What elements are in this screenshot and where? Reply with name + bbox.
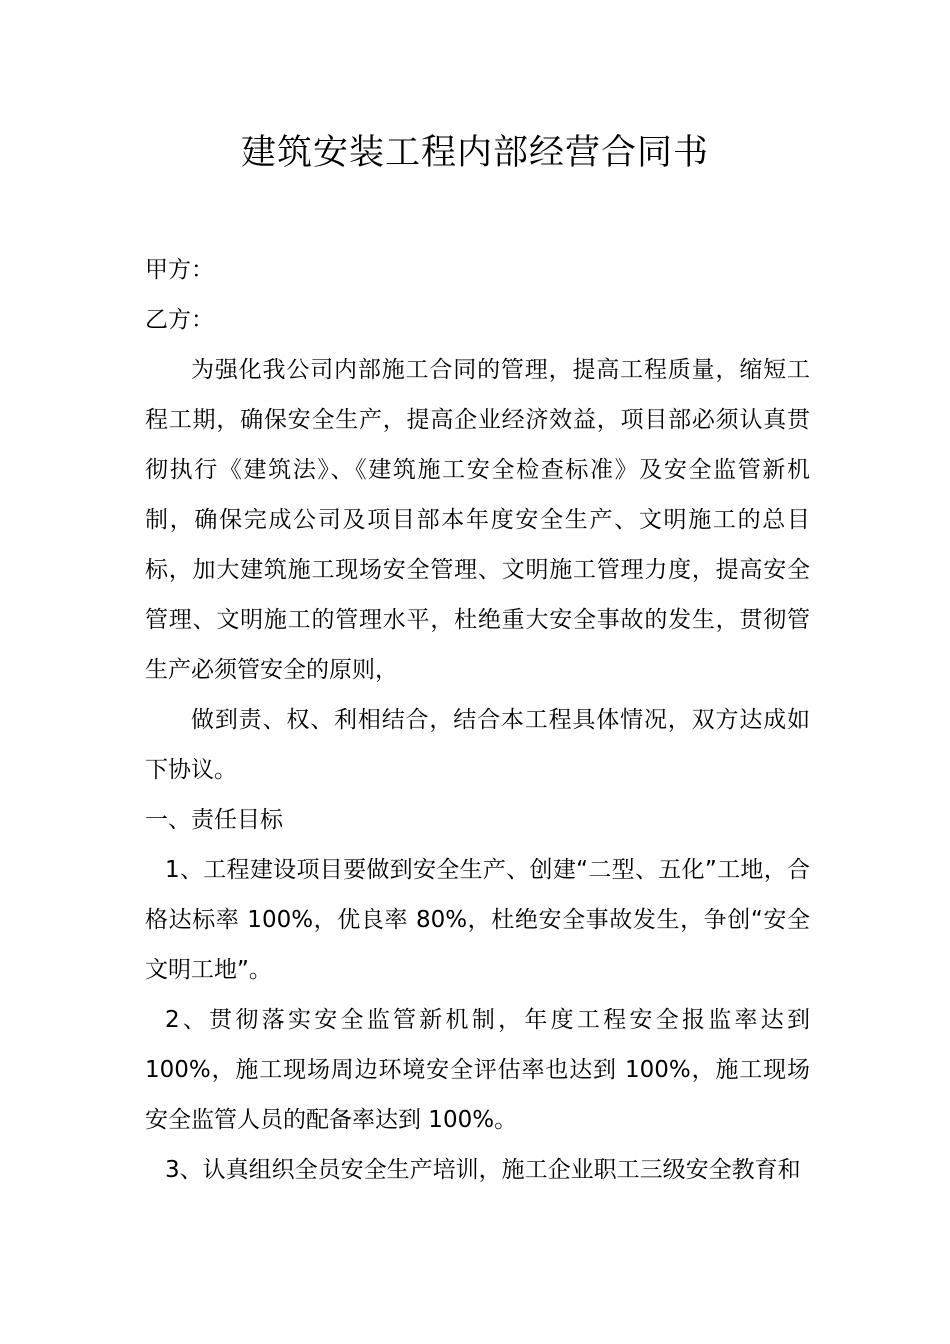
document-body xyxy=(145,245,810,1195)
clause-item-3: 3、认真组织全员安全生产培训，施工企业职工三级安全教育和 xyxy=(165,1157,801,1183)
section-heading: 一、责任目标 xyxy=(145,807,283,833)
party-a-line: 甲方： xyxy=(145,257,214,283)
agreement-paragraph: 做到责、权、利相结合，结合本工程具体情况，双方达成如下协议。 xyxy=(145,707,810,783)
clause-item-1: 1、工程建设项目要做到安全生产、创建“二型、五化”工地，合格达标率 100%，优良率 80%，杜绝安全事故发生，争创“安全文明工地”。 xyxy=(145,857,810,983)
party-b-line: 乙方： xyxy=(145,307,214,333)
document-title: 建筑安装工程内部经营合同书 xyxy=(240,133,709,173)
clause-item-2: 2、贯彻落实安全监管新机制，年度工程安全报监率达到 100%，施工现场周边环境安全评估率也达到 100%，施工现场安全监管人员的配备率达到 100%。 xyxy=(145,1007,810,1133)
intro-paragraph: 为强化我公司内部施工合同的管理，提高工程质量，缩短工程工期，确保安全生产，提高企业经济效益，项目部必须认真贯彻执行《建筑法》、《建筑施工安全检查标准》及安全监管新机制，确保完成公司及项目部本年度安全生产、文明施工的总目标，加大建筑施工现场安全管理、文明施工管理力度，提高安全管理、文明施工的管理水平，杜绝重大安全事故的发生，贯彻管生产必须管安全的原则， xyxy=(145,357,810,683)
